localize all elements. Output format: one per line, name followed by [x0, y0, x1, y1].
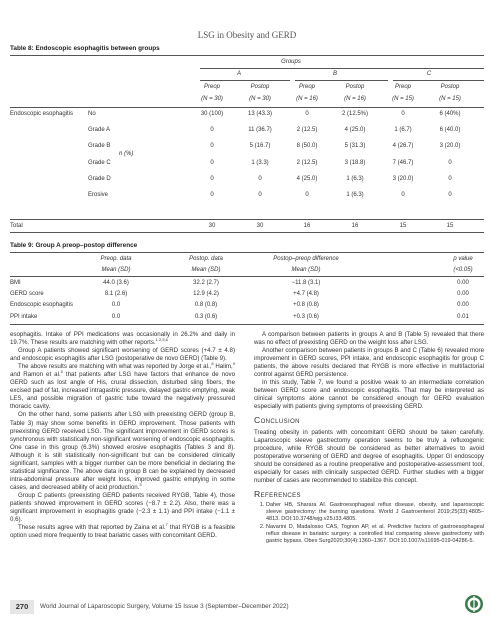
table8-n-header: (N = 30): [201, 96, 223, 102]
table9-cell: +0.8 (0.8): [293, 302, 319, 309]
table9-subheader: Mean (SD): [101, 267, 131, 273]
table9-top-rule: [10, 252, 484, 253]
table8-group-b: B: [332, 71, 337, 77]
table8-cell: 0: [210, 143, 214, 150]
table8-group-a-rule: [200, 80, 290, 81]
table8-cell: 3 (20.0): [439, 143, 461, 150]
table8-cell: 30 (100): [200, 111, 224, 117]
table8-cell: 0: [210, 159, 214, 166]
table8-cell: 7 (46.7): [392, 159, 414, 166]
table8-row-label: Erosive: [88, 192, 109, 198]
reference-1: 1. Daher HB, Sharara AI. Gastroesophageal reflux disease, obesity, and laparoscopic sleeve gastrectomy: the burning questions. World J Gastroenterol 2019;25(33):4805–4813. DOI:10.3748/wjg.v25.i33.4805.: [266, 502, 484, 523]
right-paragraph-1: A comparison between patients in groups A and B (Table 5) revealed that there was no effect of preexisting GERD on the weight loss after LSG.: [254, 331, 484, 347]
table8-subheader: Preop: [298, 84, 315, 90]
table8-cell: 1 (3.3): [251, 159, 269, 166]
reference-2: 2. Navarini D, Madalosso CAS, Tognon AP, et al. Predictive factors of gastroesophageal reflux disease in bariatric surgery: a controlled trial comparing sleeve gastrectomy with gastric bypass. Obes Surg2020;30(4):1360–1367. DOI:10.1007/s11695-019-04286-5.: [266, 524, 484, 545]
conclusion-paragraph: Treating obesity in patients with concomitant GERD should be taken carefully. Laparoscopic sleeve gastrectomy operation seems to be truly a refluxogenic procedure, while RYGB should be considered as better alternatives to avoid postoperative worsening of GERD and degree of esophagitis. Upper GI endoscopy should be considered as a routine preoperative and postoperative-assessment tool, especially for cases with clinically suspected GERD. Further studies with a bigger number of cases are recommended to stabilize this concept.: [254, 428, 484, 484]
table8-total-cell: 30: [208, 223, 216, 229]
table8-cell: 0: [401, 111, 405, 117]
table9-caption: Table 9: Group A preop–postop difference: [10, 242, 138, 249]
table8-cell: 6 (40%): [439, 111, 461, 117]
left-paragraph-1: esophagitis. Intake of PPI medications was occasionally in 26.2% and daily in 19.7%. These results are matching with other reports.$^{1,2,5,6}$: [10, 331, 235, 347]
table9-cell: +0.3 (0.6): [293, 313, 319, 320]
table9-header: p value: [453, 256, 473, 262]
table8-subheader: Postop: [345, 84, 365, 90]
right-paragraph-2: Another comparison between patients in groups B and C (Table 6) revealed more improvement in GERD scores, PPI intake, and endoscopic esophagitis for group C patients, the above results declared that RYGB is more effective in multifactorial control against GERD persistence.: [254, 347, 484, 379]
references-heading: References: [254, 488, 301, 499]
table8-n-header: (N = 15): [392, 96, 414, 102]
references-list: [254, 502, 484, 546]
table9-cell: 12.9 (4.2): [193, 291, 219, 298]
table8-cell: 3 (20.0): [392, 175, 414, 182]
table8-n-header: (N = 16): [296, 96, 318, 102]
table8-cell: 4 (26.7): [392, 143, 414, 150]
left-paragraph-2: Group A patients showed significant worsening of GERD scores (+4.7 ± 4.8) and endoscopic esophagitis after LSG (postoperative de novo GERD) (Table 9).: [10, 347, 235, 363]
table8-groups-label: Groups: [281, 59, 301, 65]
journal-name: World Journal of Laparoscopic Surgery, Volume 15 Issue 3 (September–December 2022): [40, 603, 289, 610]
table8-row-label: Grade D: [88, 175, 111, 182]
table8-cell: 0: [210, 192, 214, 198]
table9-row-label: BMI: [10, 280, 21, 286]
table9-header: Postop. data: [189, 256, 223, 262]
table8-row-group-label: Endoscopic esophagitis: [10, 111, 74, 117]
table8-row-label: No: [88, 111, 96, 117]
table8-cell: 4 (25.0): [344, 127, 366, 134]
table8-group-b-rule: [295, 80, 388, 81]
table8-cell: 0: [305, 192, 309, 198]
page-number: 270: [10, 600, 34, 614]
right-paragraph-3: In this study, Table 7, we found a positive weak to an intermediate correlation between GERD score and endoscopic esophagitis. That may be interpreted as clinical symptoms alone cannot be considered enough for GERD evaluation especially with patients giving symptoms of preexisting GERD.: [254, 379, 484, 411]
table9-cell: 0.00: [457, 291, 469, 298]
table8-row-label: Grade B: [88, 143, 111, 150]
table9-header-rule: [10, 276, 484, 277]
table8-n-label: n (%): [119, 151, 134, 157]
table8-cell: 0: [210, 175, 214, 182]
publisher-logo-icon: [464, 594, 484, 614]
running-head: LSG in Obesity and GERD: [197, 30, 297, 40]
table8-cell: 4 (25.0): [296, 175, 318, 182]
table8-subheader: Postop: [250, 84, 270, 90]
table9-cell: 0.8 (0.8): [194, 302, 218, 309]
table8-caption: Table 8: Endoscopic esophagitis between groups: [10, 45, 160, 52]
table9-cell: 32.2 (2.7): [193, 280, 219, 286]
table8-cell: 2 (12.5): [296, 159, 318, 166]
table9-cell: 8.1 (2.6): [104, 291, 128, 298]
conclusion-heading: Conclusion: [254, 415, 300, 426]
table9-subheader: Mean (SD): [191, 267, 221, 273]
table8-n-header: (N = 16): [344, 96, 366, 102]
table9-subheader: (<0.05): [453, 267, 473, 273]
table8-total-cell: 15: [399, 223, 407, 229]
table8-cell: 0: [305, 111, 309, 117]
table9-cell: 0.0: [111, 313, 121, 320]
table9-cell: 0.01: [457, 313, 469, 320]
table8-header-rule: [10, 107, 484, 108]
table8-cell: 0: [258, 192, 262, 198]
table8-cell: 13 (43.3): [247, 111, 272, 117]
table8-subheader: Postop: [440, 84, 460, 90]
table8-cell: 0: [448, 192, 452, 198]
table9-cell: 44.0 (3.6): [103, 280, 129, 286]
table8-cell: 5 (31.3): [344, 143, 366, 150]
table9-header: Preop. data: [100, 256, 132, 262]
table8-n-header: (N = 30): [249, 96, 271, 102]
table9-cell: +4.7 (4.8): [293, 291, 319, 298]
table9-subheader: Mean (SD): [291, 267, 321, 273]
table8-cell: 2 (12.5): [296, 127, 318, 134]
table9-row-label: Endoscopic esophagitis: [10, 302, 74, 309]
table8-cell: 11 (36.7): [248, 127, 272, 134]
table8-total-rule: [10, 219, 484, 220]
table9-cell: 0.00: [457, 280, 469, 286]
table8-group-c: C: [426, 71, 432, 77]
left-paragraph-6: These results agree with that reported by Zaina et al.$^7$ that RYGB is a feasible option used more frequently to treat bariatric cases with concomitant GERD.: [10, 522, 235, 540]
table8-cell: 1 (6.3): [346, 175, 364, 182]
table8-top-rule: [10, 55, 484, 56]
table8-cell: 1 (6.7): [394, 127, 412, 134]
table8-groups-rule: [200, 68, 484, 69]
table8-cell: 0: [210, 127, 214, 134]
table8-n-header: (N = 15): [439, 96, 461, 102]
table8-subheader: Preop: [394, 84, 411, 90]
left-paragraph-5: Group C patients (preexisting GERD patients received RYGB, Table 4), those patients showed improvement in GERD scores (−8.7 ± 2.2). Also, there was a significant improvement in esophagitis grade (−2.3 ± 1.1) and PPI intake (−1.1 ± 0.6).: [10, 491, 235, 524]
table8-cell: 3 (18.8): [344, 159, 366, 166]
left-paragraph-3: The above results are matching with what was reported by Jorge et al.,$^8$ Halim,$^9$ and Ramon et al.$^5$ that patients after LSG have factors that enhance de novo GERD such as lost angle of His, crural dissection, disturbed sling fibers, the excised pad of fat, increased intragastric pressure, delayed gastric emptying, weak LES, and possible migration of gastric tube toward the negatively pressured thoracic cavity.: [10, 361, 236, 411]
right-column: [254, 331, 484, 546]
table9-cell: 0.00: [457, 302, 469, 309]
page-footer: [10, 600, 484, 614]
table8-row-label: Grade A: [88, 127, 111, 134]
table8-group-a: A: [236, 71, 241, 77]
table8-cell: 2 (12.5%): [341, 111, 368, 117]
table8-total-cell: 16: [351, 223, 359, 229]
table8-cell: 5 (16.7): [249, 143, 271, 150]
table9-row-label: GERD score: [10, 291, 44, 298]
table8-total-cell: 30: [256, 223, 264, 229]
table9-row-label: PPI intake: [10, 313, 38, 320]
table8-cell: 0: [448, 159, 452, 166]
table9-header: Postop–preop difference: [273, 256, 339, 262]
table8-cell: 0: [401, 192, 405, 198]
table8-total-cell: 15: [446, 223, 454, 229]
left-column: [10, 331, 235, 540]
left-paragraph-4: On the other hand, some patients after LSG with preexisting GERD (group B, Table 3) may show some benefits in GERD improvement. Those patients with preexisting GERD received LSG. The significant improvement in GERD scores is synchronous with statistically non-significant worsening of endoscopic esophagitis. One case in this group (6.3%) showed erosive esophagitis (Tables 3 and 8). Although it is still statistically non-significant but can be considered clinically significant, samples with a bigger number can be more beneficial in declaring the statistical significance. The above data in group B can be explained by decreased intra-abdominal pressure after weight loss, improved gastric emptying in some cases, and decreased ability of acid production.$^3$: [10, 411, 235, 491]
table9-bottom-rule: [10, 324, 484, 325]
table9-cell: 0.3 (0.6): [194, 313, 218, 320]
table8-row-label: Grade C: [88, 159, 111, 166]
table8-group-c-rule: [393, 80, 484, 81]
table8-total-label: Total: [10, 223, 23, 229]
table8-cell: 0: [258, 175, 262, 182]
table8-bottom-rule: [10, 232, 484, 233]
table8-cell: 0: [448, 175, 452, 182]
table8-cell: 1 (6.3): [346, 192, 364, 198]
table8-subheader: Preop: [203, 84, 220, 90]
table8-cell: 8 (50.0): [296, 143, 318, 150]
table8-total-cell: 16: [303, 223, 311, 229]
table9-cell: 0.0: [111, 302, 121, 309]
table8-cell: 6 (40.0): [439, 127, 461, 134]
table9-cell: −11.8 (3.1): [291, 280, 321, 286]
